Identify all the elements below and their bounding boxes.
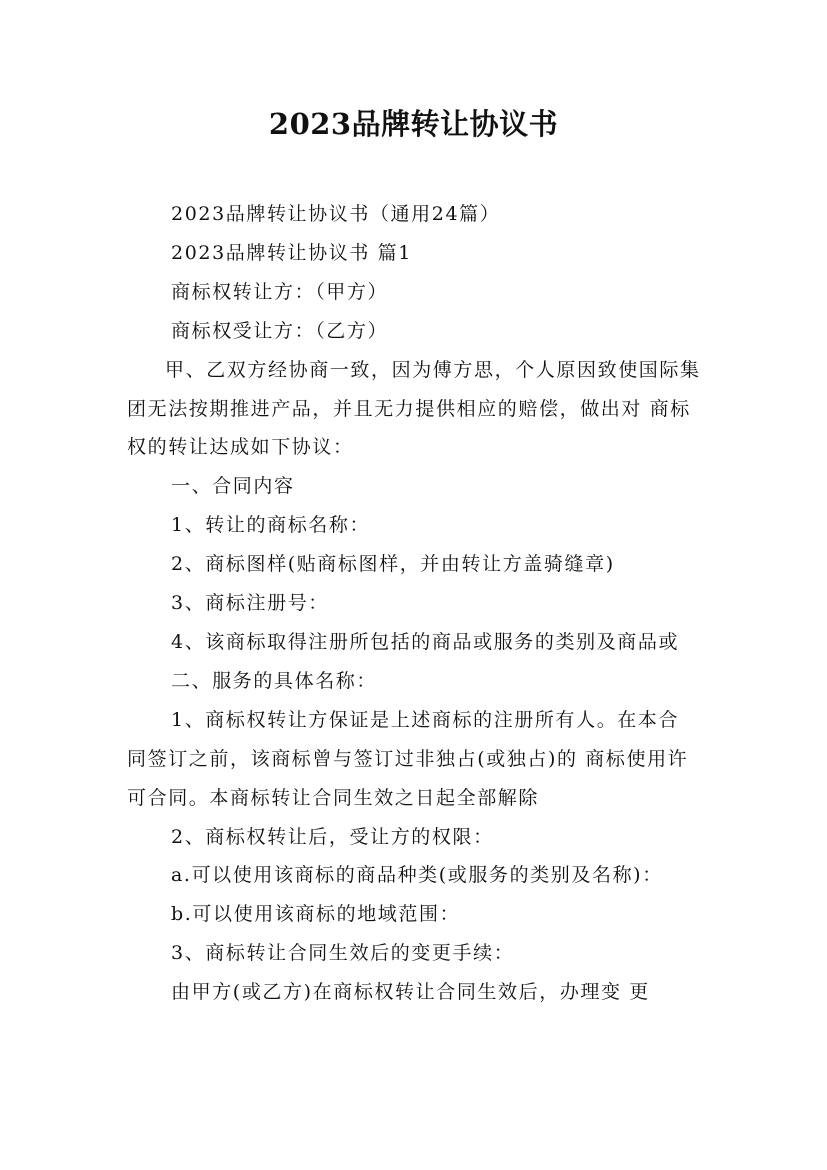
paragraph-change-procedure: 3、商标转让合同生效后的变更手续： [171,942,515,965]
paragraph-service-names: 二、服务的具体名称： [171,669,378,692]
paragraph-item-4: 4、该商标取得注册所包括的商品或服务的类别及商品或 [171,630,680,653]
document-body [127,195,707,1012]
paragraph-rights: 2、商标权转让后，受让方的权限： [171,825,494,848]
paragraph-transferee: 商标权受让方：（乙方） [171,319,389,342]
paragraph-right-b: b.可以使用该商标的地域范围： [171,903,461,926]
paragraph-transferor: 商标权转让方：（甲方） [171,280,389,303]
paragraph-right-a: a.可以使用该商标的商品种类(或服务的类别及名称)： [171,864,663,887]
paragraph-item-2: 2、商标图样(贴商标图样，并由转让方盖骑缝章) [171,553,615,576]
paragraph-item-3: 3、商标注册号： [171,592,329,615]
paragraph-section-heading: 2023品牌转让协议书 篇1 [171,241,412,264]
paragraph-guarantee: 1、商标权转让方保证是上述商标的注册所有人。在本合 同签订之前，该商标曾与签订过非独占(或独占)的 商标使用许可合同。本商标转让合同生效之日起全部解除 [127,708,689,809]
paragraph-agreement-intro: 甲、乙双方经协商一致，因为傅方思，个人原因致使国际集团无法按期推进产品，并且无力提供相应的赔偿，做出对 商标权的转让达成如下协议： [127,358,701,459]
paragraph-change-detail: 由甲方(或乙方)在商标权转让合同生效后，办理变 更 [171,981,650,1004]
paragraph-contract-content: 一、合同内容 [171,475,295,498]
paragraph-subtitle: 2023品牌转让协议书（通用24篇） [171,203,501,225]
paragraph-item-1: 1、转让的商标名称： [171,514,371,537]
document-title: 2023品牌转让协议书 [268,107,559,141]
